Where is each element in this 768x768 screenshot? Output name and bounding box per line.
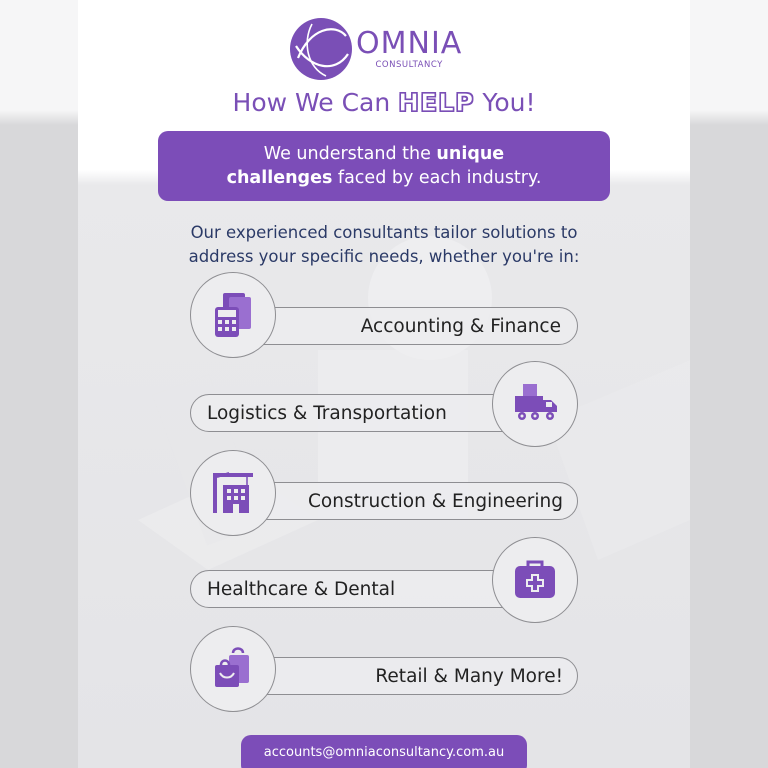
brand-logo: [290, 18, 462, 80]
contact-email[interactable]: [241, 735, 527, 768]
industry-label: Logistics & Transportation: [207, 402, 447, 424]
industry-label: Construction & Engineering: [308, 490, 563, 512]
banner-bold-unique: unique: [436, 144, 505, 164]
industry-item-logistics: [190, 394, 534, 432]
challenges-banner: [158, 131, 610, 201]
brand-subtitle: CONSULTANCY: [375, 60, 443, 70]
title-highlight: HELP: [398, 88, 475, 117]
industry-label: Accounting & Finance: [360, 315, 561, 337]
intro-line-1: Our experienced consultants tailor solutions to: [190, 223, 578, 242]
industry-item-accounting: [236, 307, 578, 345]
industry-item-construction: [236, 482, 578, 520]
background-right: [690, 0, 768, 768]
email-text[interactable]: accounts@omniaconsultancy.com.au: [263, 745, 505, 760]
shopping-bags-icon: [190, 626, 276, 712]
delivery-truck-icon: [492, 361, 578, 447]
calculator-document-icon: [190, 272, 276, 358]
banner-bold-challenges: challenges: [226, 168, 333, 188]
background-left: [0, 0, 78, 768]
title-after: You!: [474, 88, 536, 117]
banner-text: We understand the: [263, 144, 437, 164]
flyer-card: [78, 0, 690, 768]
intro-text: [78, 221, 690, 269]
title-before: How We Can: [232, 88, 399, 117]
industry-item-healthcare: [190, 570, 534, 608]
industry-label: Retail & Many More!: [375, 665, 563, 687]
industry-item-retail: [236, 657, 578, 695]
brand-name: OMNIA: [356, 26, 463, 61]
intro-line-2: address your specific needs, whether you're in:: [188, 247, 580, 266]
medical-kit-icon: [492, 537, 578, 623]
page-title: [78, 88, 690, 117]
omnia-globe-icon: [290, 18, 352, 80]
banner-text-end: faced by each industry.: [332, 168, 542, 188]
industry-label: Healthcare & Dental: [207, 578, 396, 600]
construction-crane-building-icon: [190, 450, 276, 536]
